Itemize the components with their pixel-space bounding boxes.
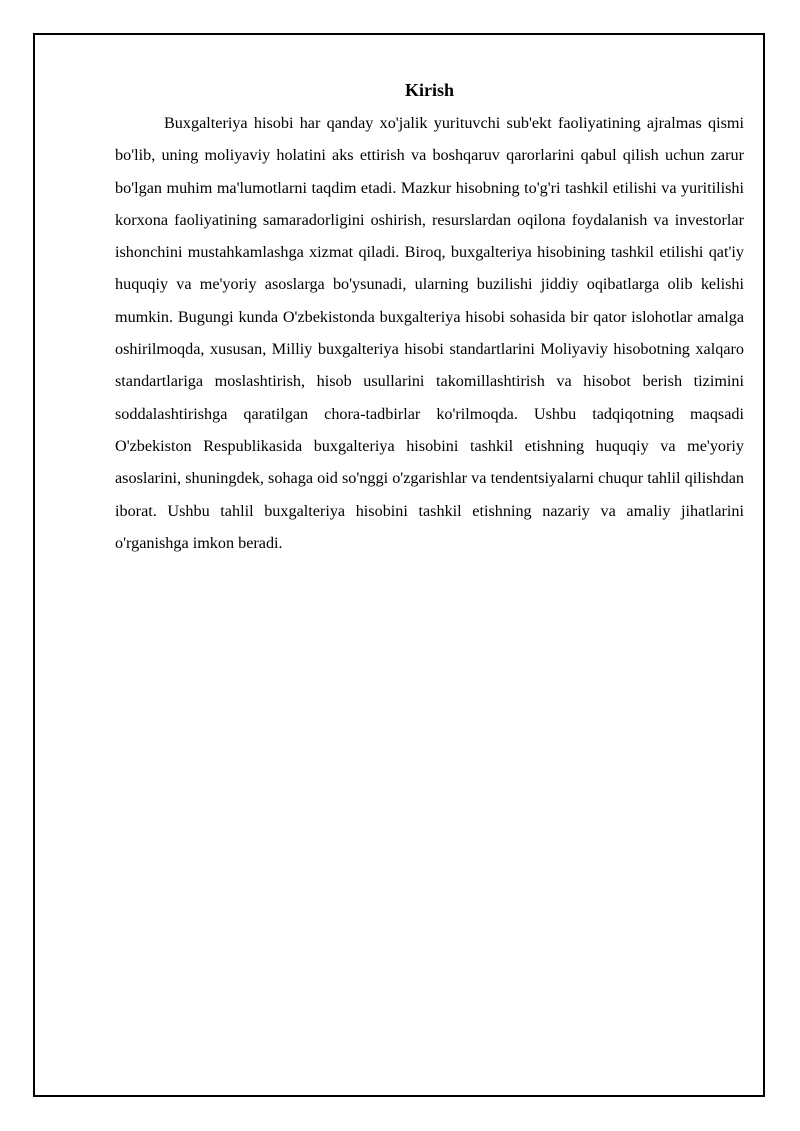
page-content [115, 77, 744, 559]
page-frame [33, 33, 765, 1097]
intro-paragraph: Buxgalteriya hisobi har qanday xo'jalik yurituvchi sub'ekt faoliyatining ajralmas qismi bo'lib, uning moliyaviy holatini aks ettirish va boshqaruv qarorlarini qabul qilish uchun zarur bo'lgan muhim ma'lumotlarni taqdim etadi. Mazkur hisobning to'g'ri tashkil etilishi va yuritilishi korxona faoliyatining samaradorligini oshirish, resurslardan oqilona foydalanish va investorlar ishonchini mustahkamlashga xizmat qiladi. Biroq, buxgalteriya hisobining tashkil etilishi qat'iy huquqiy va me'yoriy asoslarga bo'ysunadi, ularning buzilishi jiddiy oqibatlarga olib kelishi mumkin. Bugungi kunda O'zbekistonda buxgalteriya hisobi sohasida bir qator islohotlar amalga oshirilmoqda, xususan, Milliy buxgalteriya hisobi standartlarini Moliyaviy hisobotning xalqaro standartlariga moslashtirish, hisob usullarini takomillashtirish va hisobot berish tizimini soddalashtirishga qaratilgan chora-tadbirlar ko'rilmoqda. Ushbu tadqiqotning maqsadi O'zbekiston Respublikasida buxgalteriya hisobini tashkil etishning huquqiy va me'yoriy asoslarini, shuningdek, sohaga oid so'nggi o'zgarishlar va tendentsiyalarni chuqur tahlil qilishdan iborat. Ushbu tahlil buxgalteriya hisobini tashkil etishning nazariy va amaliy jihatlarini o'rganishga imkon beradi. [115, 114, 744, 552]
section-heading: Kirish [404, 80, 454, 100]
